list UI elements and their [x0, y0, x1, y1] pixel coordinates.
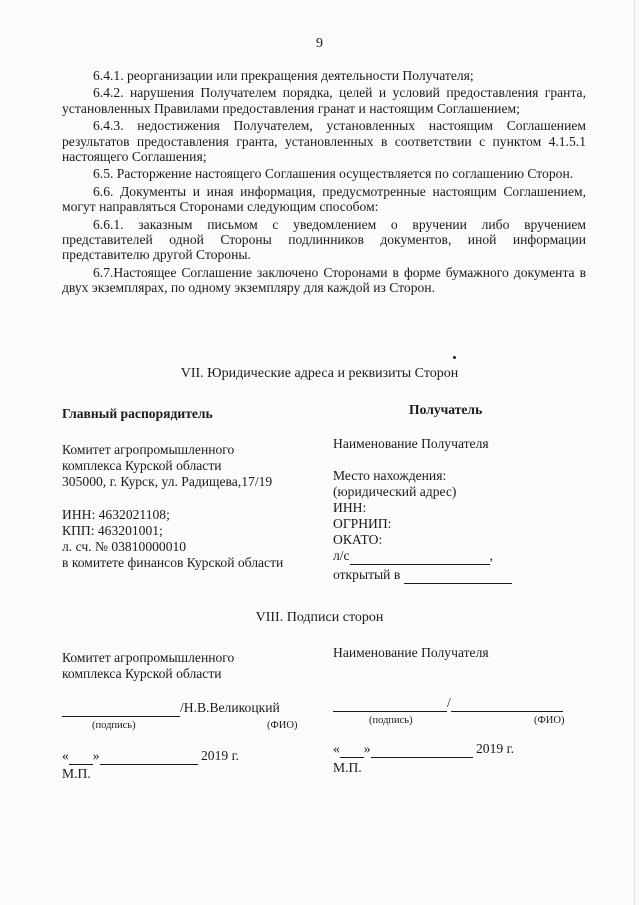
sign-right-fio-field: [451, 695, 563, 712]
sign-right-date-open: «: [333, 741, 340, 756]
recipient-account-line: [333, 548, 512, 565]
sign-left-date-open: «: [62, 748, 69, 763]
scan-speck: [453, 356, 456, 359]
sign-right-captions: [333, 713, 564, 729]
left-org-line1: Комитет агропромышленного: [62, 442, 235, 457]
sign-left-day-field: [69, 748, 93, 765]
sign-left-captions: [62, 718, 297, 734]
legal-details-right: [333, 402, 512, 584]
sign-left-date-close: »: [92, 748, 100, 763]
signatures-left: [62, 650, 297, 782]
recipient-opened-field: [404, 567, 512, 584]
sign-right-stamp: М.П.: [333, 760, 362, 775]
paragraph-6-5: 6.5. Расторжение настоящего Соглашения осуществляется по соглашению Сторон.: [93, 166, 574, 182]
recipient-heading: Получатель: [409, 402, 483, 417]
sign-left-caption-fio: (ФИО): [267, 720, 298, 731]
recipient-ogrnip: ОГРНИП:: [333, 516, 392, 531]
recipient-account-suffix: ,: [489, 548, 494, 563]
sign-right-caption-sign: (подпись): [369, 715, 413, 726]
paragraph-6-4-3: 6.4.3. недостижения Получателем, установленных настоящим Соглашением результатов предоставления гранта, установленных в соответствии с пунктом 4.1.5.1 настоящего Соглашения;: [62, 118, 586, 165]
sign-left-org-line2: комплекса Курской области: [62, 666, 222, 681]
sign-right-day-field: [340, 741, 364, 758]
paragraph-6-6: 6.6. Документы и иная информация, предусмотренные настоящим Соглашением, могут направляться Сторонами следующим способом:: [62, 183, 586, 215]
left-bank: в комитете финансов Курской области: [62, 555, 284, 570]
recipient-opened-prefix: открытый в: [333, 567, 401, 582]
recipient-location: Место нахождения:: [333, 468, 447, 483]
sign-left-org-line1: Комитет агропромышленного: [62, 650, 235, 665]
section-7-title: VII. Юридические адреса и реквизиты Сторон: [180, 366, 459, 381]
sign-left-year: 2019 г.: [201, 748, 240, 763]
page-number: 9: [316, 36, 323, 51]
sign-right-name: Наименование Получателя: [333, 645, 489, 660]
signatures-right: [333, 645, 564, 776]
recipient-legal-address: (юридический адрес): [333, 484, 457, 499]
sign-left-date-line: [62, 748, 297, 765]
chief-manager-heading: Главный распорядитель: [62, 406, 213, 421]
sign-right-slash: /: [447, 695, 451, 710]
paragraph-6-6-1: 6.6.1. заказным письмом с уведомлением о вручении либо вручением представителей одной Стороны подлинников документов, иной информации представителю другой Стороны.: [62, 216, 586, 263]
sign-left-caption-sign: (подпись): [92, 720, 136, 731]
sign-right-signature-field: [333, 695, 447, 712]
recipient-name: Наименование Получателя: [333, 436, 489, 451]
sign-right-date-close: »: [363, 741, 371, 756]
recipient-inn: ИНН:: [333, 500, 367, 515]
left-account: л. сч. № 03810000010: [62, 539, 187, 554]
sign-left-month-field: [100, 748, 198, 765]
recipient-okato: ОКАТО:: [333, 532, 383, 547]
paragraph-6-4-1: 6.4.1. реорганизации или прекращения деятельности Получателя;: [93, 68, 474, 83]
sign-right-month-field: [371, 741, 473, 758]
legal-details-left: [62, 406, 283, 571]
left-inn: ИНН: 4632021108;: [62, 507, 170, 522]
left-address: 305000, г. Курск, ул. Радищева,17/19: [62, 474, 273, 489]
section-8-title: VIII. Подписи сторон: [255, 610, 384, 625]
recipient-opened-line: [333, 567, 512, 584]
page-edge-shadow: [634, 0, 635, 905]
sign-left-signer: /Н.В.Великоцкий: [180, 700, 280, 715]
paragraph-6-4-2: 6.4.2. нарушения Получателем порядка, целей и условий предоставления гранта, установленных Правилами предоставления гранат и настоящим Соглашением;: [62, 85, 586, 116]
sign-left-signature-line: [62, 700, 297, 717]
left-org-line2: комплекса Курской области: [62, 458, 222, 473]
sign-left-signature-field: [62, 700, 180, 717]
sign-right-signature-line: [333, 695, 564, 712]
sign-right-year: 2019 г.: [476, 741, 515, 756]
recipient-account-field: [350, 548, 490, 565]
sign-left-stamp: М.П.: [62, 766, 91, 781]
paragraph-6-7: 6.7.Настоящее Соглашение заключено Сторонами в форме бумажного документа в двух экземплярах, по одному экземпляру для каждой из Сторон.: [62, 264, 586, 296]
sign-right-date-line: [333, 741, 564, 758]
left-kpp: КПП: 463201001;: [62, 523, 163, 538]
recipient-account-prefix: л/с: [333, 548, 350, 563]
agreement-body: [62, 68, 586, 298]
sign-right-caption-fio: (ФИО): [534, 715, 565, 726]
